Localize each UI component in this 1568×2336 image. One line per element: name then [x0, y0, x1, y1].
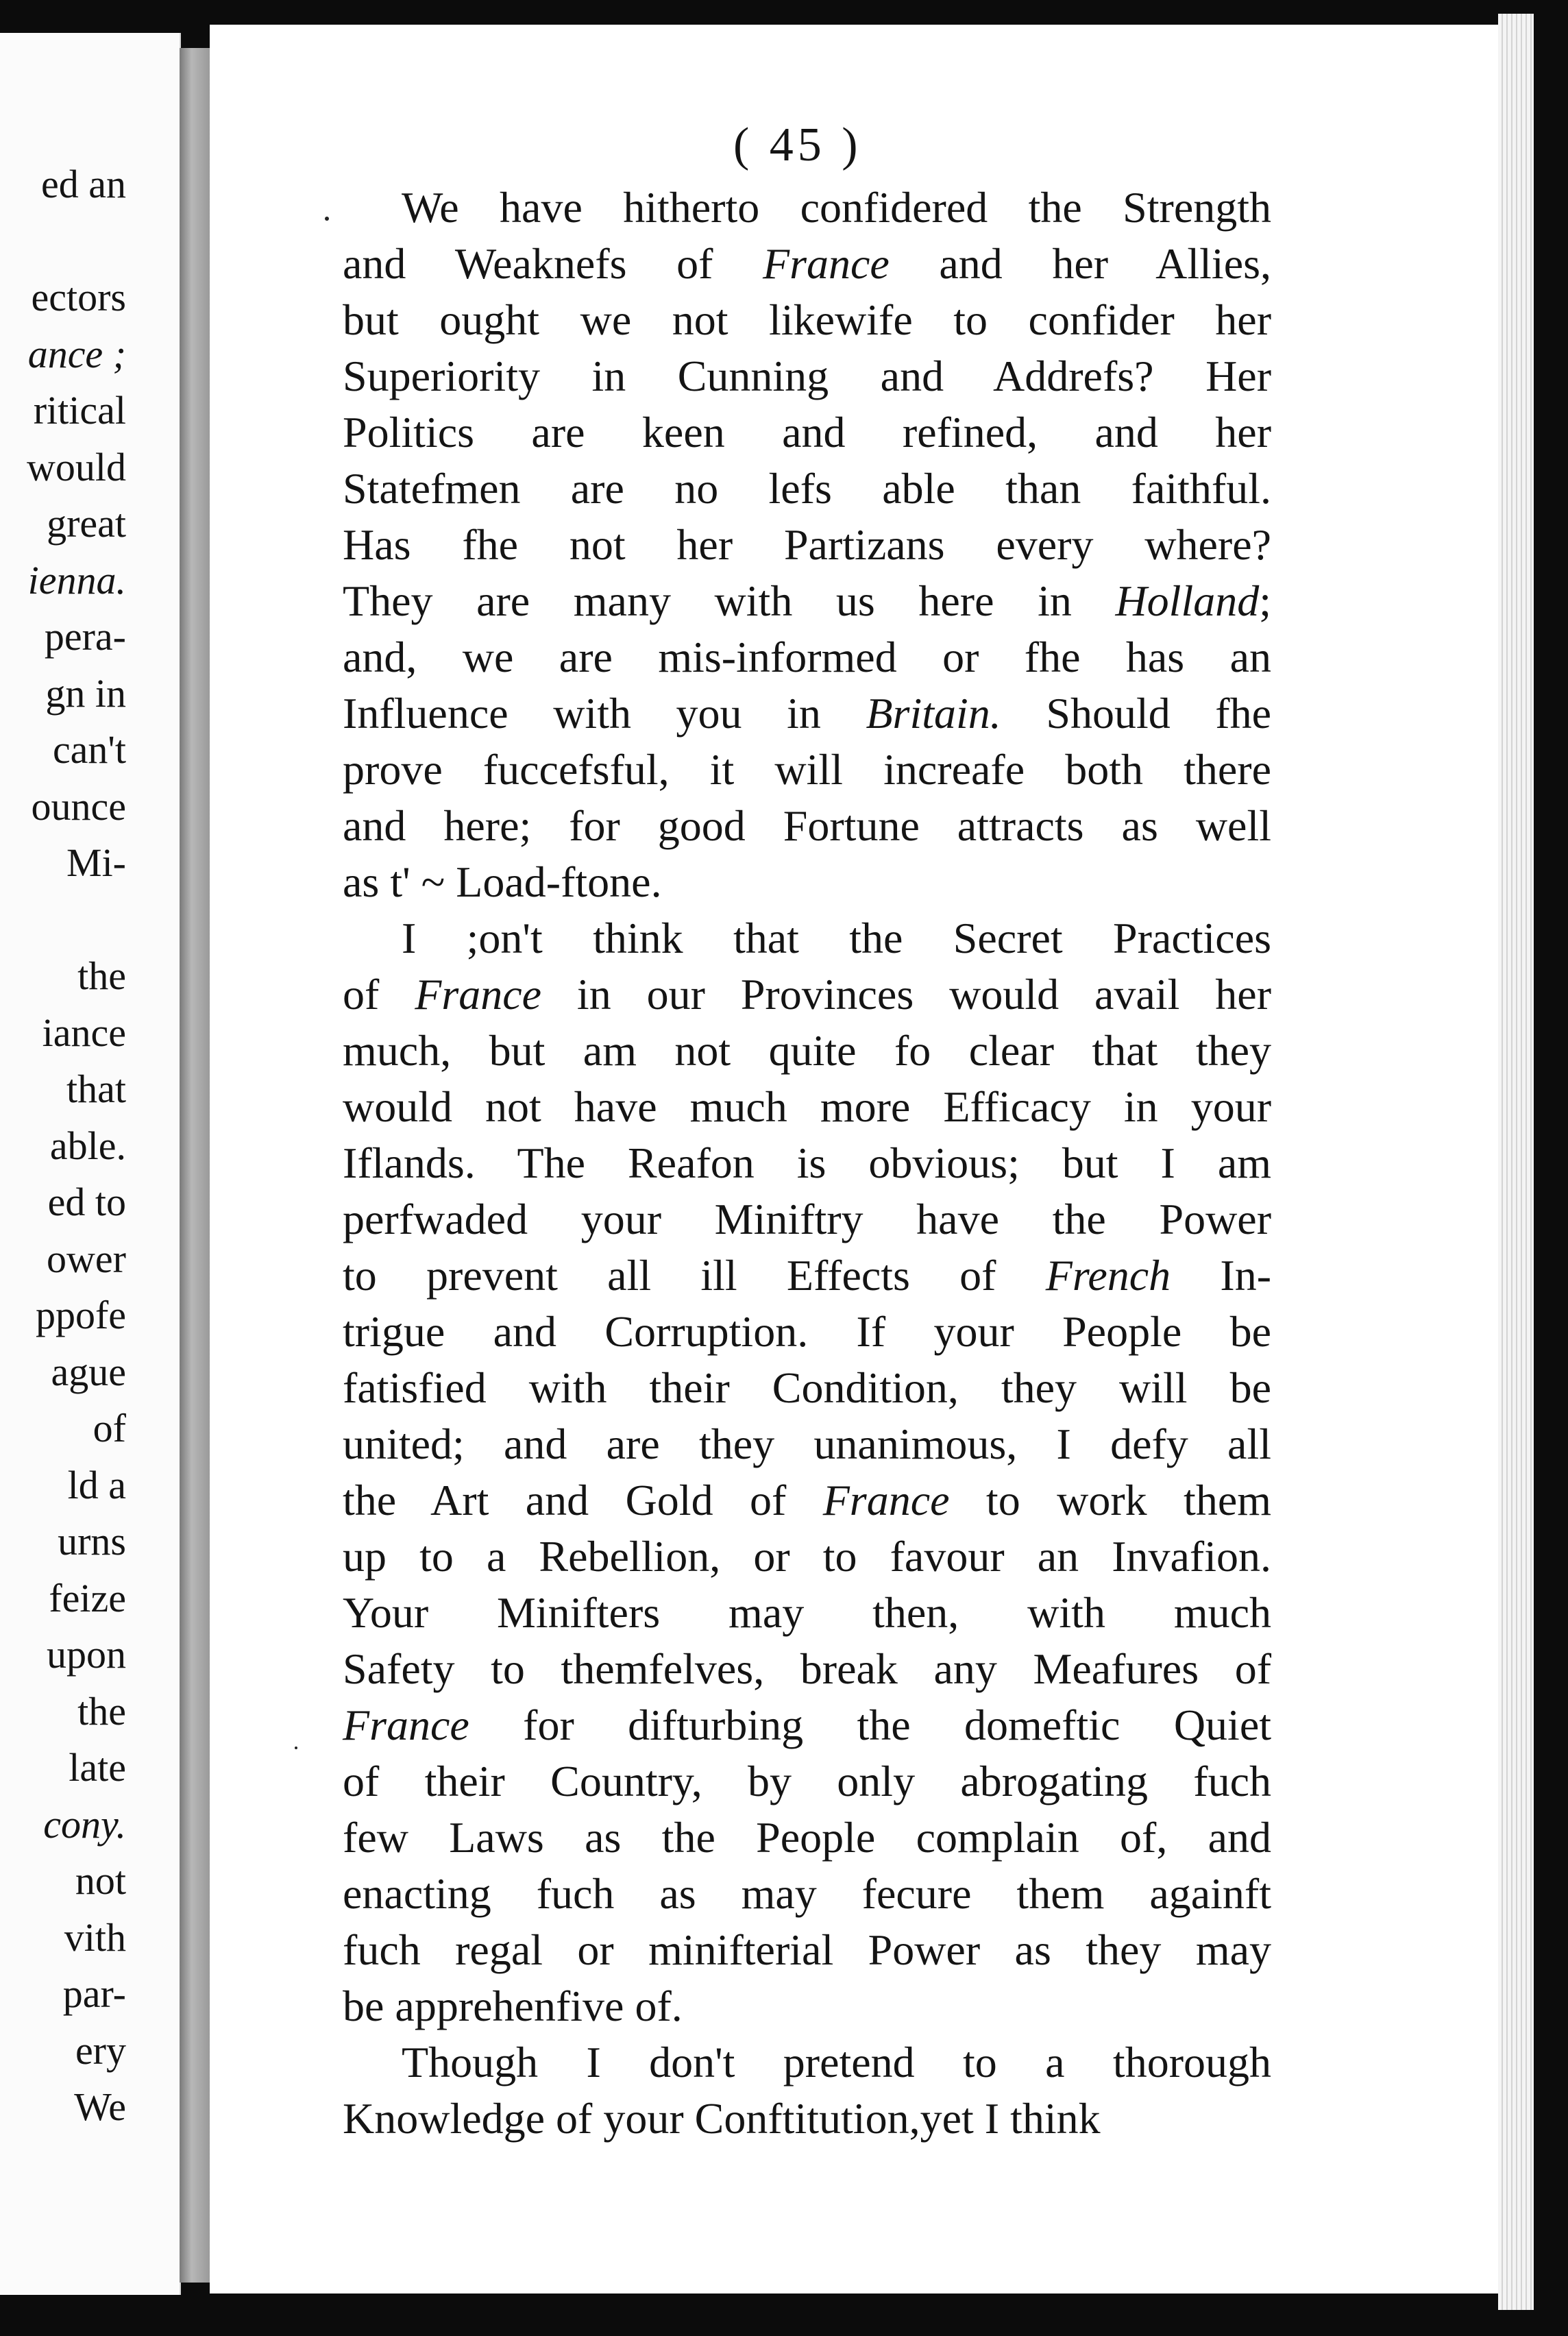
text-line — [343, 910, 1271, 966]
page-edges — [1498, 14, 1534, 2310]
text-run: trigue and Corruption. If your People be — [343, 1307, 1271, 1356]
ink-speck — [325, 217, 329, 221]
text-run: and here; for good Fortune attracts as well — [343, 801, 1271, 850]
facing-page-line: ower — [47, 1236, 126, 1281]
text-line — [343, 1529, 1271, 1585]
ink-speck — [295, 1747, 297, 1749]
italic-text: France — [415, 970, 542, 1019]
facing-page-line: ounce — [31, 783, 126, 829]
facing-page-line: ed to — [47, 1180, 126, 1224]
text-line — [343, 1135, 1271, 1191]
facing-page-line: ague — [51, 1349, 126, 1394]
text-run: for difturbing the domeftic Quiet — [469, 1701, 1271, 1749]
text-line — [343, 854, 1271, 910]
facing-page-line: would — [27, 444, 126, 489]
facing-page-line: vith — [64, 1914, 126, 1960]
text-run: the Art and Gold of — [343, 1476, 823, 1524]
text-run: perfwaded your Miniftry have the Power — [343, 1195, 1271, 1243]
facing-page-line: ance ; — [27, 331, 126, 376]
text-run: up to a Rebellion, or to favour an Invafion. — [343, 1532, 1271, 1581]
text-line — [343, 292, 1271, 348]
text-line — [343, 1079, 1271, 1135]
facing-page-line: ppofe — [35, 1293, 126, 1337]
text-run: would not have much more Efficacy in your — [343, 1082, 1271, 1131]
text-line — [343, 517, 1271, 573]
text-line — [343, 180, 1271, 236]
facing-page-line: pera- — [44, 614, 126, 659]
facing-page-line: cony. — [43, 1801, 126, 1847]
text-run: Superiority in Cunning and Addrefs? Her — [343, 352, 1271, 400]
text-run: in our Provinces would avail her — [541, 970, 1272, 1019]
facing-page-line: that — [66, 1067, 126, 1111]
text-line — [343, 461, 1271, 517]
text-run: Should fhe — [1001, 689, 1271, 738]
facing-page-line: ed an — [41, 162, 126, 206]
text-line — [343, 685, 1271, 742]
text-run: Though I don't pretend to a thorough — [402, 2038, 1271, 2086]
facing-page-line: can't — [52, 727, 126, 772]
text-line — [343, 404, 1271, 461]
text-run: of — [343, 970, 415, 1019]
facing-page-line: ld a — [67, 1462, 126, 1507]
facing-page-line: great — [47, 501, 126, 546]
text-run: Your Minifters may then, with much — [343, 1588, 1271, 1637]
paragraph-constitution — [343, 2034, 1271, 2147]
text-run: Politics are keen and refined, and her — [343, 408, 1271, 457]
facing-page-line: upon — [47, 1632, 126, 1677]
italic-text: France — [343, 1701, 469, 1749]
paragraph-secret-practices — [343, 910, 1271, 2034]
text-line — [343, 1304, 1271, 1360]
text-line — [343, 2034, 1271, 2091]
facing-page-line: ritical — [33, 388, 126, 433]
facing-page-line: par- — [62, 1971, 126, 2016]
text-line — [343, 1641, 1271, 1697]
italic-text: French — [1045, 1251, 1171, 1300]
text-run: ; — [1259, 576, 1271, 625]
facing-page-line: late — [69, 1745, 126, 1790]
text-line — [343, 798, 1271, 854]
facing-page-line: not — [75, 1858, 126, 1903]
text-run: of their Country, by only abrogating fuch — [343, 1757, 1271, 1805]
text-line — [343, 1866, 1271, 1922]
text-run: Safety to themfelves, break any Meafures of — [343, 1644, 1271, 1693]
text-run: and, we are mis-informed or fhe has an — [343, 633, 1271, 681]
book-gutter — [180, 48, 210, 2283]
text-line — [343, 1585, 1271, 1641]
text-line — [343, 966, 1271, 1023]
text-run: united; and are they unanimous, I defy all — [343, 1420, 1271, 1468]
facing-page-line: We — [74, 2084, 126, 2129]
text-run: and her Allies, — [889, 239, 1271, 288]
text-run: to work them — [949, 1476, 1272, 1524]
text-run: fuch regal or minifterial Power as they may — [343, 1925, 1271, 1974]
text-line — [343, 1023, 1271, 1079]
text-run: fatisfied with their Condition, they will be — [343, 1363, 1271, 1412]
text-line — [343, 1753, 1271, 1810]
text-run: but ought we not likewife to confider her — [343, 295, 1271, 344]
facing-page-line: of — [93, 1406, 126, 1450]
facing-page-line: Mi- — [66, 840, 126, 885]
facing-page-line: able. — [49, 1123, 126, 1168]
text-line — [343, 1416, 1271, 1472]
facing-page-line: the — [77, 1688, 126, 1733]
facing-page-fragment — [0, 33, 181, 2295]
italic-text: France — [822, 1476, 950, 1524]
text-run: be apprehenfive of. — [343, 1982, 683, 2030]
text-run: and Weaknefs of — [343, 239, 763, 288]
text-line — [343, 236, 1271, 292]
page-number: ( 45 ) — [733, 119, 862, 171]
text-line — [343, 1922, 1271, 1978]
text-line — [343, 1191, 1271, 1248]
text-run: prove fuccefsful, it will increafe both there — [343, 745, 1271, 794]
text-run: Iflands. The Reafon is obvious; but I am — [343, 1139, 1271, 1187]
text-line — [343, 1697, 1271, 1753]
italic-text: Britain. — [866, 689, 1001, 738]
text-run: They are many with us here in — [343, 576, 1116, 625]
text-line — [343, 1810, 1271, 1866]
text-run: as t' ~ Load-ftone. — [343, 857, 662, 906]
italic-text: France — [763, 239, 890, 288]
facing-page-line: iance — [42, 1010, 126, 1055]
facing-page-line: the — [77, 953, 126, 998]
facing-page-line: ectors — [31, 275, 126, 319]
text-run: few Laws as the People complain of, and — [343, 1813, 1271, 1862]
text-run: Influence with you in — [343, 689, 866, 738]
text-run: We have hitherto confidered the Strength — [402, 183, 1271, 232]
text-line — [343, 629, 1271, 685]
facing-page-line: gn in — [45, 670, 126, 716]
text-run: I ;on't think that the Secret Practices — [402, 914, 1271, 962]
text-line — [343, 1248, 1271, 1304]
facing-page-line: ery — [75, 2028, 126, 2073]
text-run: In- — [1171, 1251, 1272, 1300]
text-line — [343, 573, 1271, 629]
text-run: enacting fuch as may fecure them againft — [343, 1869, 1271, 1918]
text-run: much, but am not quite fo clear that they — [343, 1026, 1271, 1075]
text-run: to prevent all ill Effects of — [343, 1251, 1046, 1300]
text-run: Has fhe not her Partizans every where? — [343, 520, 1271, 569]
text-run: Statefmen are no lefs able than faithful. — [343, 464, 1271, 513]
facing-page-line: urns — [58, 1519, 126, 1564]
paragraph-france-strength — [343, 180, 1271, 910]
italic-text: Holland — [1115, 576, 1260, 625]
text-line — [343, 2091, 1271, 2147]
text-line — [343, 1978, 1271, 2034]
text-line — [343, 1360, 1271, 1416]
text-line — [343, 348, 1271, 404]
text-line — [343, 742, 1271, 798]
facing-page-line: ienna. — [27, 557, 126, 603]
text-run: Knowledge of your Conftitution,yet I think — [343, 2094, 1101, 2143]
text-line — [343, 1472, 1271, 1529]
facing-page-line: feize — [49, 1575, 126, 1620]
